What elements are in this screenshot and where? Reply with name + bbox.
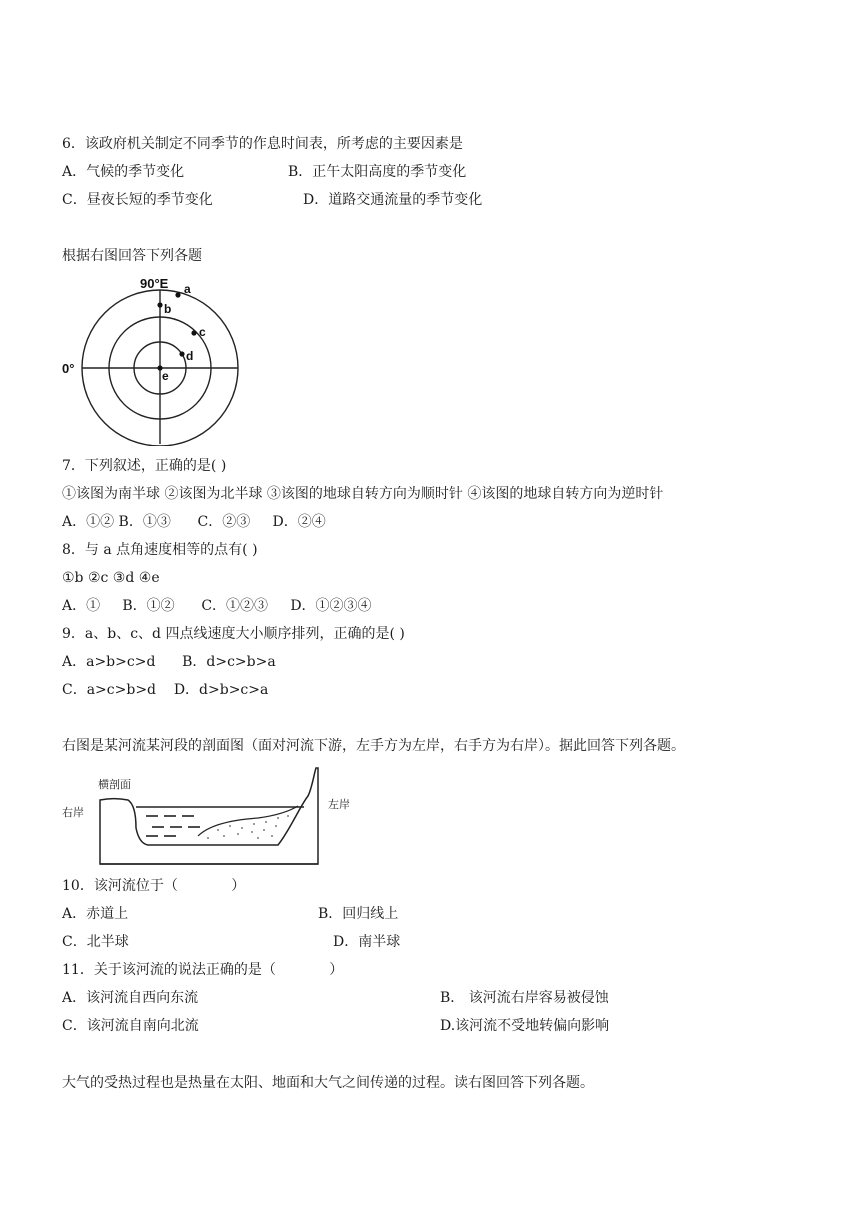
q6-stem: 6．该政府机关制定不同季节的作息时间表，所考虑的主要因素是 <box>62 136 463 152</box>
label-a: a <box>184 282 191 296</box>
q7-stem: 7．下列叙述，正确的是( ) <box>62 458 227 474</box>
river-cross-section-figure <box>58 764 368 870</box>
intro-figure1: 根据右图回答下列各题 <box>62 248 202 264</box>
q6-option-b: B．正午太阳高度的季节变化 <box>288 164 467 180</box>
label-e: e <box>162 369 169 383</box>
intro-figure3: 大气的受热过程也是热量在太阳、地面和大气之间传递的过程。读右图回答下列各题。 <box>62 1075 594 1091</box>
label-90e: 90°E <box>140 276 169 291</box>
point-b <box>157 302 162 307</box>
q6-option-a: A．气候的季节变化 <box>62 164 185 180</box>
polar-view-figure <box>58 274 248 446</box>
q9-options-line1: A．a>b>c>d B．d>c>b>a <box>62 654 276 670</box>
intro-figure2: 右图是某河流某河段的剖面图（面对河流下游，左手方为左岸，右手方为右岸）。据此回答下列各题。 <box>62 738 685 754</box>
q10-option-a: A．赤道上 <box>62 906 129 922</box>
label-d: d <box>186 349 194 363</box>
point-c <box>191 330 196 335</box>
label-right-bank: 右岸 <box>62 807 84 819</box>
q6-option-d: D．道路交通流量的季节变化 <box>303 192 483 208</box>
q11-option-a: A．该河流自西向东流 <box>62 990 199 1006</box>
q7-statements: ①该图为南半球 ②该图为北半球 ③该图的地球自转方向为顺时针 ④该图的地球自转方向为逆时针 <box>62 486 664 502</box>
label-b: b <box>164 302 172 316</box>
q10-option-b: B．回归线上 <box>318 906 399 922</box>
riverbed-outline <box>100 768 318 864</box>
q10-option-c: C．北半球 <box>62 934 129 950</box>
q8-options: A．① B．①② C．①②③ D．①②③④ <box>62 598 372 614</box>
q10-stem: 10．该河流位于（ ） <box>62 878 246 894</box>
label-c: c <box>199 325 206 339</box>
label-left-bank: 左岸 <box>328 799 350 811</box>
q11-option-d: D.该河流不受地转偏向影响 <box>440 1018 610 1034</box>
q7-options: A．①② B．①③ C．②③ D．②④ <box>62 514 326 530</box>
label-0: 0° <box>62 361 75 376</box>
q11-option-c: C．该河流自南向北流 <box>62 1018 199 1034</box>
label-cross-section: 横剖面 <box>98 779 131 791</box>
sediment-deposit-outline <box>198 806 298 836</box>
q6-option-c: C．昼夜长短的季节变化 <box>62 192 213 208</box>
q11-stem: 11．关于该河流的说法正确的是（ ） <box>62 962 344 978</box>
q11-option-b: B． 该河流右岸容易被侵蚀 <box>440 990 609 1006</box>
q8-statements: ①b ②c ③d ④e <box>62 570 160 586</box>
q8-stem: 8．与 a 点角速度相等的点有( ) <box>62 542 258 558</box>
point-a <box>175 292 180 297</box>
q9-stem: 9．a、b、c、d 四点线速度大小顺序排列，正确的是( ) <box>62 626 405 642</box>
q9-options-line2: C．a>c>b>d D．d>b>c>a <box>62 682 269 698</box>
q10-option-d: D．南半球 <box>333 934 401 950</box>
point-d <box>179 351 184 356</box>
